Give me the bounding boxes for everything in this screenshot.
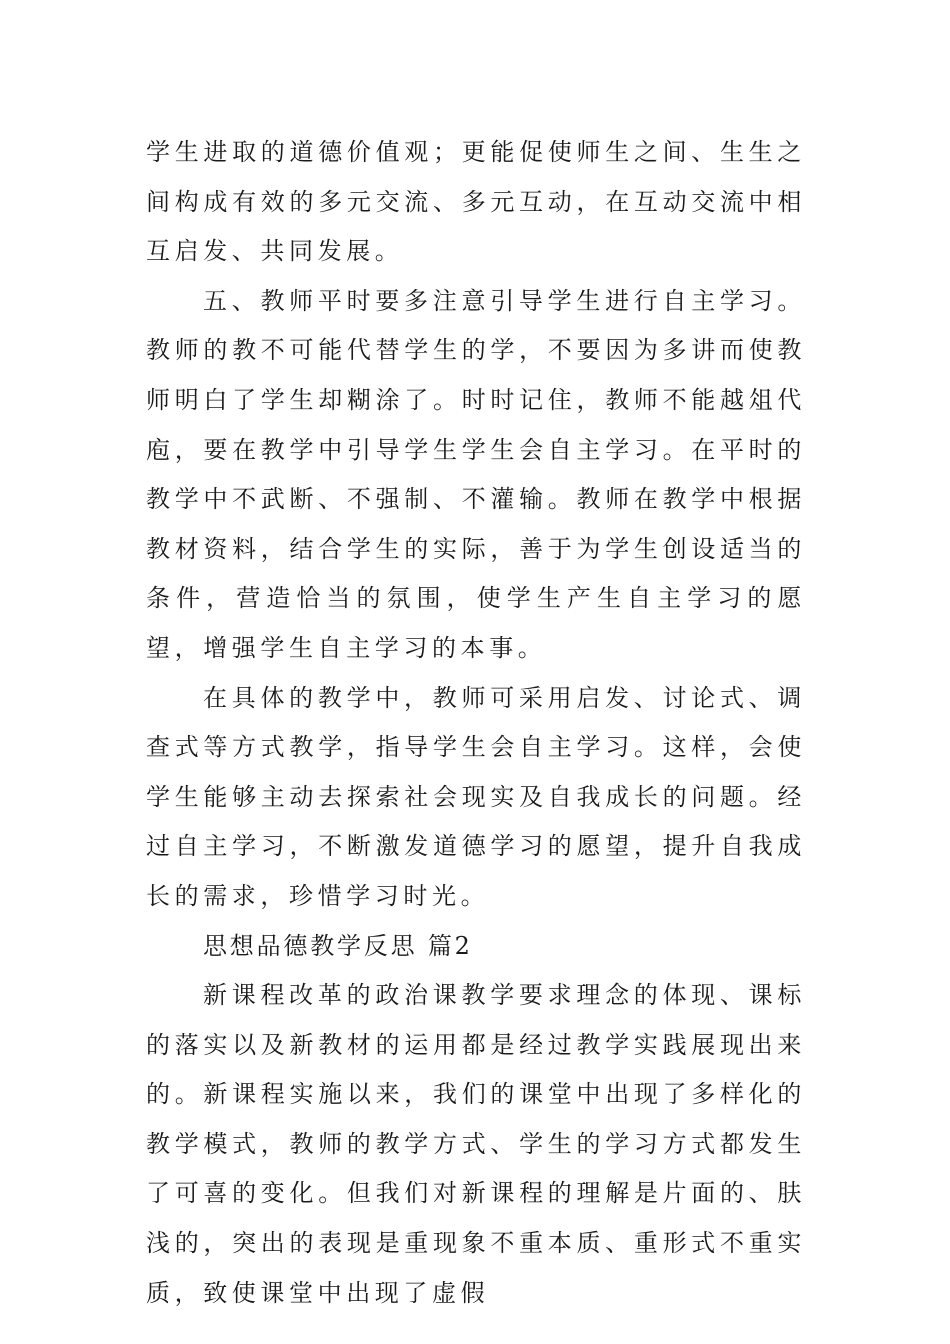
paragraph-point-five: 五、教师平时要多注意引导学生进行自主学习。教师的教不可能代替学生的学，不要因为多讲而使教师明白了学生却糊涂了。时时记住，教师不能越俎代庖，要在教学中引导学生学生会自主学习。在平时的教学中不武断、不强制、不灌输。教师在教学中根据教材资料，结合学生的实际，善于为学生创设适当的条件，营造恰当的氛围，使学生产生自主学习的愿望，增强学生自主学习的本事。	[146, 286, 806, 662]
document-body	[146, 128, 806, 1318]
paragraph-continuation: 学生进取的道德价值观；更能促使师生之间、生生之间构成有效的多元交流、多元互动，在互动交流中相互启发、共同发展。	[146, 138, 806, 266]
section-heading: 思想品德教学反思 篇2	[203, 931, 473, 960]
paragraph-new-curriculum: 新课程改革的政治课教学要求理念的体现、课标的落实以及新教材的运用都是经过教学实践展现出来的。新课程实施以来，我们的课堂中出现了多样化的教学模式，教师的教学方式、学生的学习方式都发生了可喜的变化。但我们对新课程的理解是片面的、肤浅的，突出的表现是重现象不重本质、重形式不重实质，致使课堂中出现了虚假	[146, 981, 806, 1307]
paragraph-specific-teaching: 在具体的教学中，教师可采用启发、讨论式、调查式等方式教学，指导学生会自主学习。这样，会使学生能够主动去探索社会现实及自我成长的问题。经过自主学习，不断激发道德学习的愿望，提升自我成长的需求，珍惜学习时光。	[146, 683, 806, 910]
